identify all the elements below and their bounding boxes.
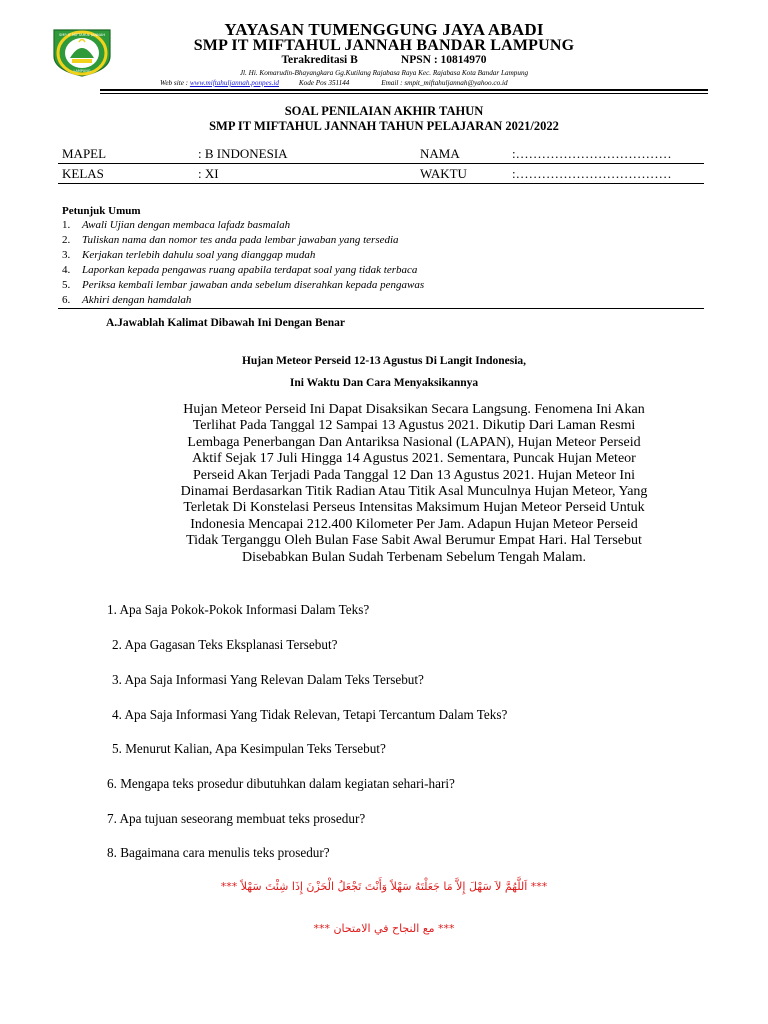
email: Email : smpit_miftahuljannah@yahoo.co.id — [381, 79, 508, 87]
question-item: 3. Apa Saja Informasi Yang Relevan Dalam Teks Tersebut? — [112, 672, 424, 687]
website-link[interactable]: www.miftahuljannah.ponpes.id — [189, 79, 280, 87]
waktu-field[interactable]: :……………………………… — [512, 166, 672, 181]
nama-label: NAMA — [420, 146, 460, 161]
instruction-item: 5. Periksa kembali lembar jawaban anda sebelum diserahkan kepada pengawas — [62, 279, 425, 291]
passage-line: Terletak Di Konstelasi Perseus Intensitas Maksimum Hujan Meteor Perseid Untuk — [183, 500, 645, 516]
passage-line: Lembaga Penerbangan Dan Antariksa Nasional (LAPAN), Hujan Meteor Perseid — [187, 434, 641, 450]
question-item: 8. Bagaimana cara menulis teks prosedur? — [107, 845, 330, 860]
passage-line: Dinamai Berdasarkan Titik Radian Atau Titik Asal Munculnya Hujan Meteor, Yang — [180, 484, 648, 500]
accreditation-line — [0, 54, 768, 66]
contact-line — [160, 79, 508, 87]
instructions-heading: Petunjuk Umum — [62, 205, 141, 217]
passage-line: Terlihat Pada Tanggal 12 Sampai 13 Agustus 2021. Dikutip Dari Laman Resmi — [192, 418, 636, 434]
exam-title-line2: SMP IT MIFTAHUL JANNAH TAHUN PELAJARAN 2021/2022 — [209, 119, 559, 133]
letterhead-divider-thick — [100, 89, 708, 91]
accreditation: Terakreditasi B — [281, 54, 358, 66]
instruction-item: 4. Laporkan kepada pengawas ruang apabila terdapat soal yang tidak terbaca — [62, 264, 418, 276]
identity-row-divider — [58, 163, 704, 164]
instruction-item: 3. Kerjakan terlebih dahulu soal yang dianggap mudah — [62, 249, 316, 261]
passage-line: Aktif Sejak 17 Juli Hingga 14 Agustus 2021. Sementara, Puncak Hujan Meteor — [192, 451, 636, 467]
nama-field[interactable]: :……………………………… — [512, 146, 672, 161]
question-item: 4. Apa Saja Informasi Yang Tidak Relevan, Tetapi Tercantum Dalam Teks? — [112, 707, 508, 722]
instructions-list — [62, 218, 424, 308]
passage-line: Disebabkan Bulan Sudah Terbenam Sebelum Tengah Malam. — [242, 549, 586, 565]
question-item: 7. Apa tujuan seseorang membuat teks prosedur? — [107, 811, 366, 826]
closing-wish: *** مع النجاح في الامتحان *** — [313, 922, 455, 935]
mapel-value: : B INDONESIA — [198, 146, 288, 161]
question-item: 1. Apa Saja Pokok-Pokok Informasi Dalam Teks? — [107, 602, 370, 617]
school-name: SMP IT MIFTAHUL JANNAH BANDAR LAMPUNG — [193, 37, 575, 54]
question-item: 2. Apa Gagasan Teks Eksplanasi Tersebut? — [112, 637, 338, 652]
website-label: Web site : — [160, 79, 189, 87]
section-heading: A.Jawablah Kalimat Dibawah Ini Dengan Benar — [106, 317, 345, 329]
instruction-item: 6. Akhiri dengan hamdalah — [62, 294, 192, 306]
mapel-label: MAPEL — [62, 146, 107, 161]
waktu-label: WAKTU — [420, 166, 467, 181]
article-title-line2: Ini Waktu Dan Cara Menyaksikannya — [289, 377, 479, 389]
question-item: 5. Menurut Kalian, Apa Kesimpulan Teks Tersebut? — [112, 741, 386, 756]
closing-dua: *** اَللَّهُمَّ لاَ سَهْلَ إِلاَّ مَا جَعَلْتَهُ سَهْلاً وَأَنْتَ تَجْعَلُ الْحَزْنَ إِذَا شِئْتَ سَهْلاً *** — [220, 880, 548, 893]
kelas-label: KELAS — [62, 166, 104, 181]
instruction-item: 2. Tuliskan nama dan nomor tes anda pada lembar jawaban yang tersedia — [62, 234, 399, 246]
passage-line: Hujan Meteor Perseid Ini Dapat Disaksikan Secara Langsung. Fenomena Ini Akan — [183, 402, 645, 417]
logo-ring-bottom-text: LAMPUNG — [73, 69, 91, 73]
passage-line: Tidak Terganggu Oleh Bulan Fase Sabit Awal Berumur Empat Hari. Hal Tersebut — [186, 533, 642, 549]
kelas-value: : XI — [198, 166, 219, 181]
letterhead-divider-thin — [100, 93, 708, 94]
foundation-name: YAYASAN TUMENGGUNG JAYA ABADI — [224, 20, 544, 39]
article-title-line1: Hujan Meteor Perseid 12-13 Agustus Di Langit Indonesia, — [241, 355, 527, 367]
passage-line: Indonesia Mencapai 212.400 Kilometer Per Jam. Adapun Hujan Meteor Perseid — [190, 516, 638, 532]
instructions-divider — [58, 308, 704, 309]
identity-bottom-divider — [58, 183, 704, 184]
npsn: NPSN : 10814970 — [400, 54, 487, 66]
logo-ring-top-text: SMP IT MIFTAHUL JANNAH — [58, 33, 106, 37]
reading-passage — [104, 402, 724, 566]
exam-title-line1: SOAL PENILAIAN AKHIR TAHUN — [284, 104, 484, 118]
question-item: 6. Mengapa teks prosedur dibutuhkan dalam kegiatan sehari-hari? — [107, 776, 455, 791]
exam-title — [0, 104, 768, 134]
instruction-item: 1. Awali Ujian dengan membaca lafadz basmalah — [62, 219, 291, 231]
postal-code: Kode Pos 351144 — [298, 79, 350, 87]
school-address: Jl. Hi. Komarudin-Bhayangkara Gg.Kutilang Rajabasa Raya Kec. Rajabasa Kota Bandar Lampung — [239, 69, 529, 77]
passage-line: Perseid Akan Terjadi Pada Tanggal 12 Dan 13 Agustus 2021. Hujan Meteor Ini — [193, 467, 635, 483]
